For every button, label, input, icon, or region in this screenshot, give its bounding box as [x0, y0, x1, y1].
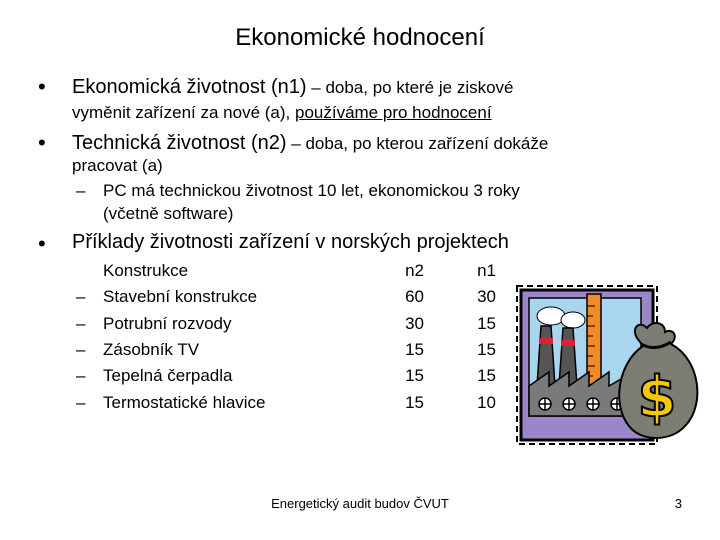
bullet-2-definition: – doba, po kterou zařízení dokáže	[286, 134, 549, 153]
sub-bullet-line-1: PC má technickou životnost 10 let, ekonomickou 3 roky	[103, 181, 520, 200]
chimney-stripe	[561, 340, 575, 346]
slide-title: Ekonomické hodnocení	[235, 24, 485, 51]
bullet-1-continuation	[72, 103, 492, 123]
dollar-sign: $	[637, 365, 677, 430]
bullet-3-dot: •	[38, 231, 46, 256]
bullet-1-line	[72, 76, 514, 99]
table-row-dash: –	[76, 340, 86, 359]
table-row-name: Stavební konstrukce	[103, 287, 258, 306]
table-row-n2: 30	[405, 314, 424, 333]
table-header-n2: n2	[405, 261, 424, 280]
table-row-n1: 10	[477, 393, 496, 412]
table-row-n1: 30	[477, 287, 496, 306]
bullet-2-line	[72, 132, 548, 155]
footer-text: Energetický audit budov ČVUT	[271, 496, 449, 511]
bullet-1-term: Ekonomická životnost (n1)	[72, 76, 307, 98]
table-row-n1: 15	[477, 340, 496, 359]
table-row-n2: 60	[405, 287, 424, 306]
table-row-n1: 15	[477, 366, 496, 385]
table-row-dash: –	[76, 366, 86, 385]
bullet-1-dot: •	[38, 74, 46, 99]
table-row-name: Zásobník TV	[103, 340, 200, 359]
smoke-cloud	[561, 312, 585, 328]
table-row-dash: –	[76, 287, 86, 306]
table-row-n2: 15	[405, 366, 424, 385]
bullet-2-term: Technická životnost (n2)	[72, 132, 287, 154]
bullet-1-definition: – doba, po které je ziskové	[306, 78, 514, 97]
table-row-n2: 15	[405, 340, 424, 359]
bullet-2-dot: •	[38, 130, 46, 155]
table-row-dash: –	[76, 393, 86, 412]
bullet-1-underlined-text: používáme pro hodnocení	[294, 103, 492, 122]
page-number: 3	[674, 496, 682, 511]
table-header-name: Konstrukce	[103, 261, 189, 280]
table-row-dash: –	[76, 314, 86, 333]
bullet-2-continuation: pracovat (a)	[72, 156, 163, 175]
bullet-3-text: Příklady životnosti zařízení v norských projektech	[72, 231, 509, 253]
sub-bullet-line-2: (včetně software)	[103, 204, 234, 223]
smoke-cloud	[537, 307, 565, 325]
bullet-1-cont-text: vyměnit zařízení za nové (a),	[72, 103, 295, 122]
factory-money-bag-icon	[515, 276, 705, 448]
table-row-n1: 15	[477, 314, 496, 333]
table-row-name: Termostatické hlavice	[103, 393, 266, 412]
table-row-name: Tepelná čerpadla	[103, 366, 233, 385]
chimney-stripe	[539, 338, 553, 344]
table-header-n1: n1	[477, 261, 496, 280]
table-row-n2: 15	[405, 393, 424, 412]
sub-bullet-dash: –	[76, 181, 86, 200]
table-row-name: Potrubní rozvody	[103, 314, 232, 333]
